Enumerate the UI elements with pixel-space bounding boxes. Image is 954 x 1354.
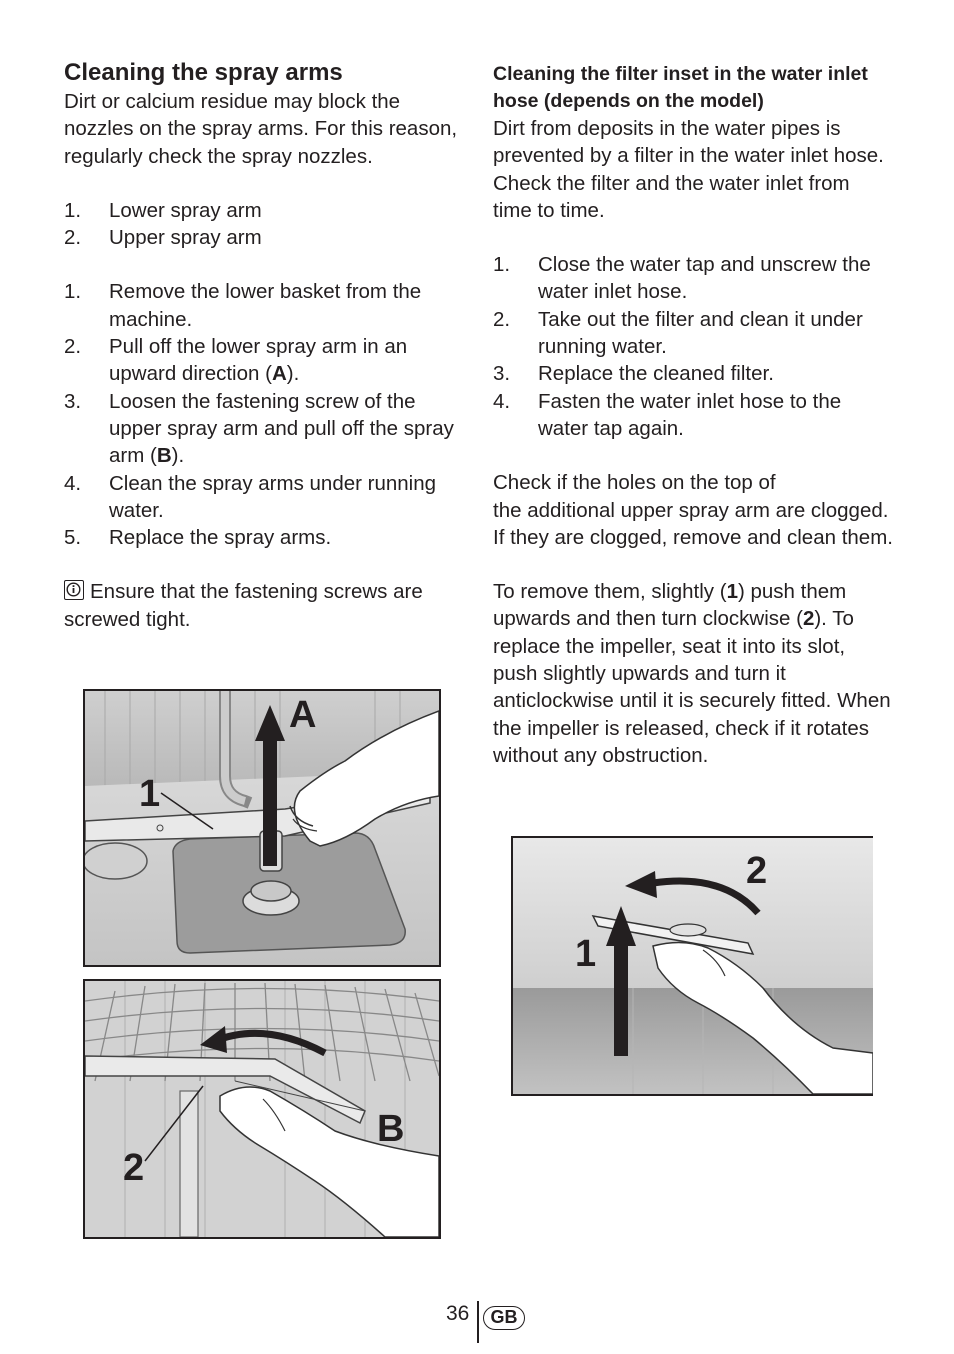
figure-label-1: 1 (139, 773, 161, 815)
list-item: 1. Close the water tap and unscrew the water inlet hose. (493, 253, 871, 304)
list-item: 3. Replace the cleaned filter. (493, 362, 774, 386)
impeller-illustration (513, 838, 873, 1094)
list-item: 1. Lower spray arm (64, 198, 262, 222)
figure-impeller (511, 836, 873, 1096)
list-item: 3. Loosen the fastening screw of the upper spray arm and pull off the spray arm (B). (64, 389, 454, 468)
footer-divider (477, 1301, 479, 1343)
left-column (64, 58, 464, 633)
list-item: 2. Pull off the lower spray arm in an upward direction (A). (64, 335, 408, 386)
list-item: 2. Upper spray arm (64, 226, 262, 250)
note-paragraph: Ensure that the fastening screws are screwed tight. (64, 580, 423, 631)
figure-lower-spray-arm (83, 689, 441, 967)
intro-paragraph: Dirt or calcium residue may block the nozzles on the spray arms. For this reason, regularly check the spray nozzles. (64, 90, 458, 168)
figure-label-1: 1 (575, 933, 597, 975)
filter-steps-list (493, 251, 893, 442)
steps-list (64, 278, 464, 551)
figure-label-2: 2 (746, 850, 768, 892)
figure-label-b: B (377, 1108, 405, 1150)
section-title-spray-arms: Cleaning the spray arms (64, 59, 343, 86)
right-column (493, 61, 893, 769)
figure-upper-spray-arm (83, 979, 441, 1239)
list-item: 2. Take out the filter and clean it under running water. (493, 307, 863, 359)
lower-spray-arm-illustration (85, 691, 439, 965)
list-item: 4. Fasten the water inlet hose to the water tap again. (493, 389, 842, 440)
filter-intro-paragraph: Dirt from deposits in the water pipes is prevented by a filter in the water inlet hose. Check the filter and the water inlet from time to time. (493, 117, 884, 222)
list-item: 5. Replace the spray arms. (64, 526, 332, 550)
page-number: 36 (446, 1302, 470, 1325)
check-holes-paragraph: Check if the holes on the top of the additional upper spray arm are clogged. If they are clogged, remove and clean them. (493, 471, 893, 549)
figure-label-a: A (289, 694, 317, 736)
remove-paragraph: To remove them, slightly (1) push them upwards and then turn clockwise (2). To replace the impeller, seat it into its slot, push slightly upwards and turn it anticlockwise until it is securely fitted. When the impeller is released, check if it rotates without any obstruction. (493, 580, 891, 767)
info-icon (64, 580, 84, 600)
section-title-filter-inset: Cleaning the filter inset in the water inlet hose (depends on the model) (493, 63, 868, 112)
language-badge: GB (483, 1306, 525, 1330)
figure-label-2: 2 (123, 1147, 145, 1189)
list-item: 1. Remove the lower basket from the machine. (64, 280, 422, 331)
list-item: 4. Clean the spray arms under running water. (64, 471, 437, 522)
parts-list (64, 197, 464, 252)
